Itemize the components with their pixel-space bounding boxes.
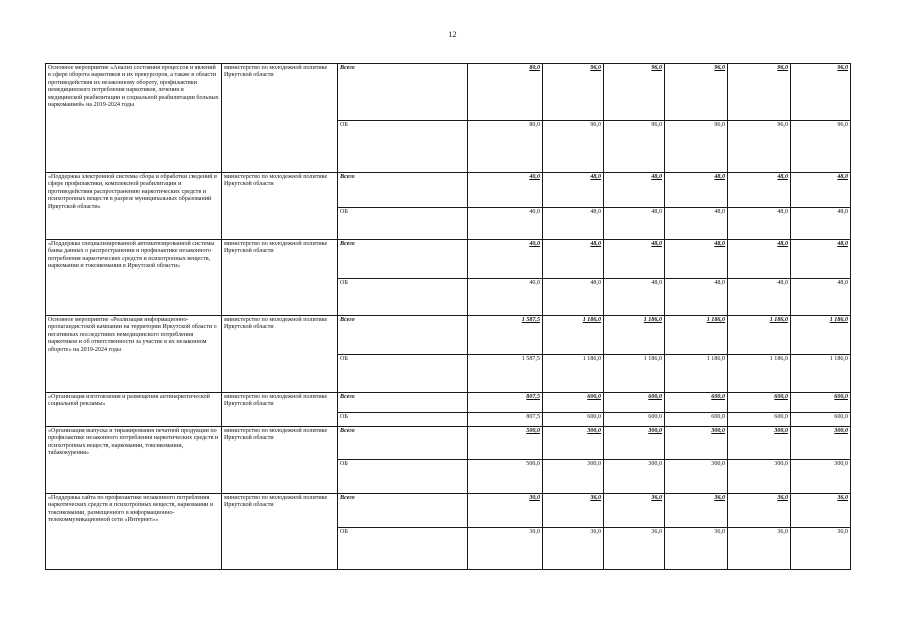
ob-amount-cell: 96,0 (665, 121, 728, 173)
total-amount-cell: 600,0 (543, 393, 604, 413)
total-amount-cell: 1 587,5 (468, 316, 543, 355)
funding-source-total-cell: Всего (338, 393, 468, 413)
executor-cell: министерство по молодежной политике Иркутской области (222, 240, 338, 316)
total-amount-cell: 48,0 (728, 240, 791, 279)
total-amount-cell: 36,0 (665, 494, 728, 528)
ob-amount-cell: 36,0 (665, 528, 728, 570)
activity-total-row (46, 427, 851, 460)
ob-amount-cell: 48,0 (791, 279, 851, 316)
activity-name-cell: «Организация выпуска и тиражирования печатной продукции по профилактике незаконного потребления наркотических средств и психотропных веществ, наркомании, токсикомании, табакокурения» (46, 427, 222, 494)
ob-amount-cell: 1 186,0 (604, 355, 665, 393)
ob-amount-cell: 300,0 (728, 460, 791, 494)
funding-source-ob-cell: ОБ (338, 279, 468, 316)
total-amount-cell: 600,0 (791, 393, 851, 413)
total-amount-cell: 36,0 (604, 494, 665, 528)
funding-source-ob-cell: ОБ (338, 121, 468, 173)
funding-source-ob-cell: ОБ (338, 208, 468, 240)
ob-amount-cell: 600,0 (604, 413, 665, 427)
total-amount-cell: 48,0 (728, 173, 791, 208)
ob-amount-cell: 48,0 (543, 208, 604, 240)
ob-amount-cell: 36,0 (543, 528, 604, 570)
total-amount-cell: 300,0 (543, 427, 604, 460)
ob-amount-cell: 1 186,0 (791, 355, 851, 393)
total-amount-cell: 36,0 (543, 494, 604, 528)
activity-name-cell: Основное мероприятие «Реализация информационно-пропагандистской кампании на территории Иркутской области о негативных последствиях немедицинского потребления наркотиков и об ответственности за участие в их незаконном обороте» на 2019-2024 годы (46, 316, 222, 393)
total-amount-cell: 600,0 (665, 393, 728, 413)
total-amount-cell: 48,0 (604, 240, 665, 279)
total-amount-cell: 48,0 (665, 240, 728, 279)
total-amount-cell: 36,0 (791, 494, 851, 528)
total-amount-cell: 96,0 (665, 64, 728, 121)
page-number: 12 (448, 30, 457, 39)
ob-amount-cell: 48,0 (791, 208, 851, 240)
ob-amount-cell: 300,0 (604, 460, 665, 494)
ob-amount-cell: 500,0 (468, 460, 543, 494)
ob-amount-cell: 48,0 (665, 208, 728, 240)
ob-amount-cell: 48,0 (728, 208, 791, 240)
total-amount-cell: 96,0 (604, 64, 665, 121)
activity-total-row (46, 64, 851, 121)
executor-cell: министерство по молодежной политике Иркутской области (222, 64, 338, 173)
total-amount-cell: 30,0 (468, 494, 543, 528)
total-amount-cell: 500,0 (468, 427, 543, 460)
total-amount-cell: 300,0 (665, 427, 728, 460)
total-amount-cell: 48,0 (604, 173, 665, 208)
total-amount-cell: 48,0 (791, 240, 851, 279)
ob-amount-cell: 80,0 (468, 121, 543, 173)
ob-amount-cell: 96,0 (543, 121, 604, 173)
ob-amount-cell: 1 186,0 (728, 355, 791, 393)
funding-source-total-cell: Всего (338, 427, 468, 460)
funding-source-total-cell: Всего (338, 494, 468, 528)
budget-table (45, 63, 851, 570)
total-amount-cell: 1 186,0 (543, 316, 604, 355)
funding-source-ob-cell: ОБ (338, 528, 468, 570)
activity-total-row (46, 393, 851, 413)
executor-cell: министерство по молодежной политике Иркутской области (222, 427, 338, 494)
ob-amount-cell: 300,0 (665, 460, 728, 494)
ob-amount-cell: 36,0 (604, 528, 665, 570)
total-amount-cell: 96,0 (728, 64, 791, 121)
ob-amount-cell: 96,0 (604, 121, 665, 173)
executor-cell: министерство по молодежной политике Иркутской области (222, 494, 338, 570)
ob-amount-cell: 300,0 (543, 460, 604, 494)
total-amount-cell: 48,0 (791, 173, 851, 208)
total-amount-cell: 48,0 (543, 173, 604, 208)
activity-name-cell: «Поддержка электронной системы сбора и обработки сведений в сфере профилактики, комплексной реабилитации и противодействия распространению наркотических средств и психотропных веществ в разрезе муниципальных образований Иркутской области» (46, 173, 222, 240)
funding-source-total-cell: Всего (338, 173, 468, 208)
total-amount-cell: 807,5 (468, 393, 543, 413)
ob-amount-cell: 1 186,0 (543, 355, 604, 393)
ob-amount-cell: 48,0 (665, 279, 728, 316)
ob-amount-cell: 600,0 (543, 413, 604, 427)
ob-amount-cell: 48,0 (543, 279, 604, 316)
ob-amount-cell: 40,0 (468, 208, 543, 240)
ob-amount-cell: 48,0 (604, 208, 665, 240)
total-amount-cell: 80,0 (468, 64, 543, 121)
total-amount-cell: 1 186,0 (791, 316, 851, 355)
funding-source-ob-cell: ОБ (338, 460, 468, 494)
activity-total-row (46, 494, 851, 528)
activity-name-cell: Основное мероприятие «Анализ состояния процессов и явлений в сфере оборота наркотиков и их прекурсоров, а также в области противодействия их незаконному обороту, профилактики немедицинского потребления наркотиков, лечения и медицинской реабилитации и социальной реабилитации больных наркоманией» на 2019-2024 годы (46, 64, 222, 173)
ob-amount-cell: 600,0 (791, 413, 851, 427)
ob-amount-cell: 96,0 (791, 121, 851, 173)
executor-cell: министерство по молодежной политике Иркутской области (222, 393, 338, 427)
activity-name-cell: «Поддержка сайта по профилактике незаконного потребления наркотических средств и психотропных веществ, наркомании и токсикомании, размещенного в информационно-телекоммуникационной сети «Интернет»» (46, 494, 222, 570)
total-amount-cell: 600,0 (728, 393, 791, 413)
total-amount-cell: 1 186,0 (665, 316, 728, 355)
activity-name-cell: «Поддержка специализированной автоматизированной системы банка данных о распространении и профилактике незаконного потребления наркотических средств и психотропных веществ, наркомании и токсикомании в Иркутской области» (46, 240, 222, 316)
funding-source-total-cell: Всего (338, 316, 468, 355)
total-amount-cell: 48,0 (543, 240, 604, 279)
total-amount-cell: 36,0 (728, 494, 791, 528)
funding-source-ob-cell: ОБ (338, 355, 468, 393)
total-amount-cell: 48,0 (665, 173, 728, 208)
ob-amount-cell: 600,0 (728, 413, 791, 427)
ob-amount-cell: 1 186,0 (665, 355, 728, 393)
ob-amount-cell: 40,0 (468, 279, 543, 316)
ob-amount-cell: 30,0 (468, 528, 543, 570)
ob-amount-cell: 96,0 (728, 121, 791, 173)
ob-amount-cell: 36,0 (728, 528, 791, 570)
total-amount-cell: 40,0 (468, 240, 543, 279)
total-amount-cell: 600,0 (604, 393, 665, 413)
ob-amount-cell: 600,0 (665, 413, 728, 427)
executor-cell: министерство по молодежной политике Иркутской области (222, 173, 338, 240)
total-amount-cell: 96,0 (543, 64, 604, 121)
activity-name-cell: «Организация изготовления и размещения антинаркотической социальной рекламы» (46, 393, 222, 427)
total-amount-cell: 300,0 (604, 427, 665, 460)
executor-cell: министерство по молодежной политике Иркутской области (222, 316, 338, 393)
funding-source-total-cell: Всего (338, 64, 468, 121)
ob-amount-cell: 36,0 (791, 528, 851, 570)
ob-amount-cell: 807,5 (468, 413, 543, 427)
total-amount-cell: 300,0 (791, 427, 851, 460)
activity-total-row (46, 316, 851, 355)
ob-amount-cell: 48,0 (728, 279, 791, 316)
total-amount-cell: 1 186,0 (604, 316, 665, 355)
ob-amount-cell: 1 587,5 (468, 355, 543, 393)
activity-total-row (46, 173, 851, 208)
activity-total-row (46, 240, 851, 279)
total-amount-cell: 40,0 (468, 173, 543, 208)
total-amount-cell: 96,0 (791, 64, 851, 121)
ob-amount-cell: 48,0 (604, 279, 665, 316)
total-amount-cell: 300,0 (728, 427, 791, 460)
total-amount-cell: 1 186,0 (728, 316, 791, 355)
ob-amount-cell: 300,0 (791, 460, 851, 494)
funding-source-total-cell: Всего (338, 240, 468, 279)
funding-source-ob-cell: ОБ (338, 413, 468, 427)
